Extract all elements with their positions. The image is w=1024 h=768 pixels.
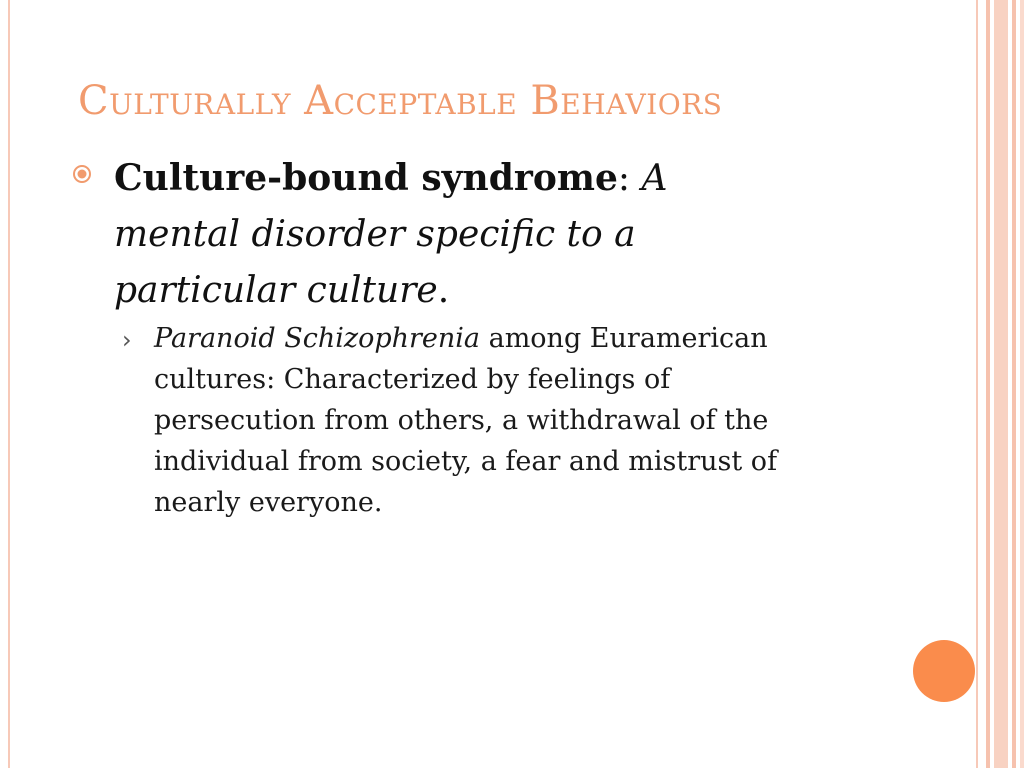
border-stripe <box>986 0 990 768</box>
sub-bullet-body: among Euramerican cultures: Characterized by feelings of persecution from others, a withdrawal of the individual from society, a fear and mistrust of nearly everyone. <box>154 323 778 518</box>
border-stripe <box>976 0 978 768</box>
bullet-text <box>114 150 754 319</box>
right-border-stripes <box>976 0 1024 768</box>
bullet-term: Culture-bound syndrome <box>114 157 618 199</box>
bullet-separator: : <box>617 158 642 199</box>
border-stripe <box>994 0 1008 768</box>
slide-title: Culturally Acceptable Behaviors <box>78 78 723 124</box>
border-stripe <box>1012 0 1016 768</box>
sub-bullet-item <box>122 318 782 523</box>
chevron-right-icon: › <box>122 326 132 354</box>
sub-bullet-emphasis: Paranoid Schizophrenia <box>154 323 481 354</box>
sub-bullet-text <box>154 318 794 523</box>
decorative-circle <box>913 640 975 702</box>
border-stripe <box>1020 0 1024 768</box>
bullet-definition: A mental disorder specific to a particular culture <box>114 158 668 311</box>
target-bullet-icon <box>72 164 92 184</box>
left-border-line <box>8 0 10 768</box>
bullet-end: . <box>437 270 450 311</box>
bullet-item <box>72 150 772 319</box>
